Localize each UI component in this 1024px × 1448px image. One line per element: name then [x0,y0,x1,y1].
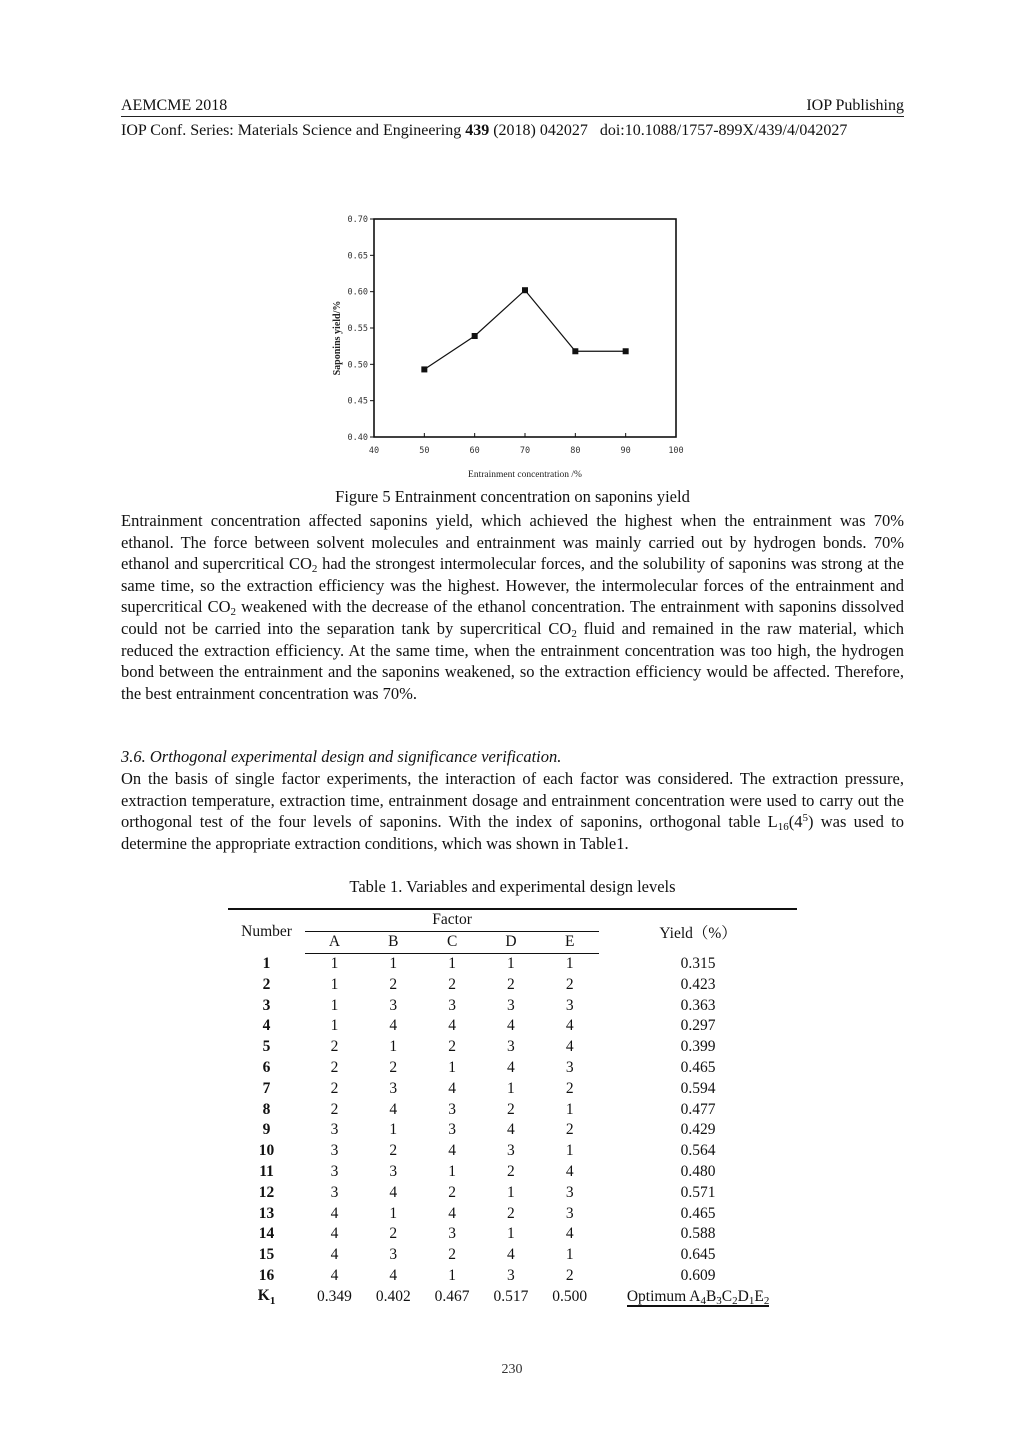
level-cell: 3 [389,1079,398,1097]
level-cell: 1 [507,1183,515,1201]
k1-value: 0.500 [552,1287,588,1305]
level-cell: 1 [565,954,574,972]
level-cell: 2 [389,975,398,993]
level-cell: 1 [389,1038,398,1056]
yield-cell: 0.315 [680,954,716,972]
level-cell: 4 [448,1079,456,1097]
x-tick-label: 70 [519,446,531,456]
level-cell: 2 [330,1038,339,1056]
level-cell: 1 [448,1058,456,1076]
level-cell: 3 [565,1204,574,1222]
k1-value: 0.402 [375,1287,411,1305]
level-cell: 4 [507,1058,515,1076]
level-cell: 4 [448,1142,456,1160]
level-cell: 2 [507,1100,515,1118]
row-number: 1 [262,954,271,972]
level-cell: 4 [389,1183,398,1201]
line-chart [320,208,700,484]
running-header [121,96,904,117]
x-tick-label: 60 [469,446,480,456]
factor-label: C [423,931,482,953]
level-cell: 3 [389,1246,398,1264]
level-cell: 2 [565,1121,574,1139]
data-point [522,287,528,293]
row-number: 12 [258,1183,275,1201]
optimum-cell: Optimum $A_4B_3C_2D_1E_2$ [626,1287,770,1307]
x-tick-label: 80 [570,446,581,456]
yield-cell: 0.465 [680,1058,716,1076]
level-cell: 2 [507,1204,515,1222]
level-cell: 3 [507,1266,515,1284]
level-cell: 1 [565,1100,574,1118]
table-row [228,1037,797,1058]
yield-cell: 0.645 [680,1246,716,1264]
level-cell: 4 [330,1204,339,1222]
y-tick-label: 0.40 [347,433,368,443]
table-row [228,1182,797,1203]
row-number: 7 [262,1079,271,1097]
table-row [228,1266,797,1287]
year-issue: (2018) 042027 [493,122,588,139]
header-number: Number [228,909,305,953]
level-cell: 3 [565,1058,574,1076]
row-number: 3 [262,996,271,1014]
yield-cell: 0.429 [680,1121,716,1139]
level-cell: 3 [448,1225,456,1243]
level-cell: 1 [389,1204,398,1222]
level-cell: 4 [389,1266,398,1284]
level-cell: 2 [389,1225,398,1243]
level-cell: 4 [507,1121,515,1139]
level-cell: 3 [389,1162,398,1180]
level-cell: 1 [448,1162,456,1180]
level-cell: 2 [389,1142,398,1160]
level-cell: 2 [448,1038,456,1056]
level-cell: 1 [389,1121,398,1139]
yield-cell: 0.363 [680,996,716,1014]
level-cell: 2 [565,975,574,993]
level-cell: 1 [330,1017,339,1035]
row-number: 13 [258,1204,275,1222]
header-yield: Yield（%） [599,909,797,953]
table-header-row [228,909,797,931]
data-point [572,348,578,354]
k1-value: 0.349 [317,1287,352,1305]
design-table [228,908,797,1307]
level-cell: 4 [507,1017,515,1035]
level-cell: 4 [389,1017,398,1035]
y-tick-label: 0.70 [347,215,368,225]
level-cell: 1 [507,1225,515,1243]
k1-label: $K_1$ [257,1286,276,1307]
data-point [472,333,478,339]
x-tick-label: 40 [368,446,380,456]
level-cell: 2 [565,1266,574,1284]
plot-frame [374,219,676,437]
yield-cell: 0.588 [680,1225,716,1243]
table-row [228,974,797,995]
body-paragraph-2: On the basis of single factor experiments, the interaction of each factor was considered. The extraction pressure, extraction temperature, extraction time, entrainment dosage and entrainment concentration were used to carry out the orthogonal test of the four levels of saponins. With the index of saponins, orthogonal table $L_{16}(4^5)$ was used to determine the appropriate extraction conditions, which was shown in Table1. [121,769,905,853]
level-cell: 1 [330,954,339,972]
data-point [623,348,629,354]
level-cell: 2 [448,975,456,993]
body-paragraph-1: Entrainment concentration affected saponins yield, which achieved the highest when the entrainment was 70% ethanol. The force between solvent molecules and entrainment was mainly carried out by hydrogen bonds. 70% ethanol and supercritical $CO_2$ had the strongest intermolecular forces, and the solubility of saponins was strong at the same time, so the extraction efficiency was the highest. However, the intermolecular forces of the entrainment and supercritical $CO_2$ weakened with the decrease of the ethanol concentration. The entrainment with saponins dissolved could not be carried into the separation tank by supercritical $CO_2$ fluid and remained in the raw material, which reduced the extraction efficiency. At the same time, when the entrainment concentration was too high, the hydrogen bond between the entrainment and the saponins weakened, so the extraction efficiency would be affected. Therefore, the best entrainment concentration was 70%. [121,511,904,703]
level-cell: 3 [448,1121,456,1139]
yield-cell: 0.297 [680,1017,716,1035]
level-cell: 4 [330,1225,339,1243]
yield-cell: 0.423 [680,975,716,993]
level-cell: 1 [330,996,339,1014]
level-cell: 4 [565,1225,574,1243]
yield-cell: 0.571 [680,1183,716,1201]
level-cell: 4 [330,1266,339,1284]
factor-label: E [540,931,599,953]
page-number: 230 [501,1362,523,1377]
yield-cell: 0.609 [680,1266,716,1284]
level-cell: 3 [330,1183,339,1201]
series-line [424,290,625,369]
level-cell: 4 [565,1017,574,1035]
level-cell: 1 [330,975,339,993]
table-row [228,1120,797,1141]
level-cell: 4 [565,1162,574,1180]
level-cell: 3 [330,1162,339,1180]
factor-label: B [364,931,423,953]
level-cell: 2 [507,1162,515,1180]
level-cell: 1 [389,954,398,972]
x-axis-label: Entrainment concentration /% [468,470,582,480]
level-cell: 3 [565,1183,574,1201]
yield-cell: 0.594 [680,1079,716,1097]
row-number: 11 [259,1162,274,1180]
y-tick-label: 0.65 [347,251,368,262]
level-cell: 4 [448,1017,456,1035]
table-row [228,1016,797,1037]
header-factor: Factor [305,909,599,931]
level-cell: 2 [330,1100,339,1118]
row-number: 6 [262,1058,271,1076]
factor-label: A [305,931,364,953]
level-cell: 3 [565,996,574,1014]
level-cell: 1 [448,954,456,972]
level-cell: 1 [565,1246,574,1264]
x-tick-label: 100 [668,446,684,456]
level-cell: 4 [507,1246,515,1264]
level-cell: 1 [565,1142,574,1160]
doi: doi:10.1088/1757-899X/439/4/042027 [599,122,848,139]
yield-cell: 0.477 [680,1100,716,1118]
table-row [228,953,797,974]
level-cell: 3 [507,1038,515,1056]
table-row [228,1203,797,1224]
level-cell: 4 [565,1038,574,1056]
citation-line [121,121,904,141]
level-cell: 3 [448,996,456,1014]
row-number: 9 [262,1121,271,1139]
table-row [228,1078,797,1099]
table-row [228,1141,797,1162]
section-heading: 3.6. Orthogonal experimental design and significance verification. [121,747,562,766]
y-tick-label: 0.60 [347,287,368,298]
level-cell: 4 [330,1246,339,1264]
level-cell: 1 [507,954,515,972]
publisher-name: IOP Publishing [806,97,904,114]
conference-name: AEMCME 2018 [121,97,228,114]
table-caption: Table 1. Variables and experimental design levels [349,877,676,896]
level-cell: 3 [330,1121,339,1139]
k1-value: 0.517 [493,1287,529,1305]
row-number: 5 [262,1038,271,1056]
y-tick-label: 0.45 [347,396,368,407]
level-cell: 4 [389,1100,398,1118]
table-row [228,1058,797,1079]
y-axis-label: Saponins yield/% [332,300,343,376]
series-name: IOP Conf. Series: Materials Science and Engineering [121,122,462,139]
yield-cell: 0.564 [680,1142,716,1160]
table-row [228,1162,797,1183]
row-number: 14 [258,1225,275,1243]
level-cell: 2 [565,1079,574,1097]
level-cell: 2 [389,1058,398,1076]
factor-label: D [482,931,541,953]
level-cell: 3 [448,1100,456,1118]
k1-value: 0.467 [434,1287,470,1305]
row-number: 2 [262,975,271,993]
level-cell: 3 [507,996,515,1014]
level-cell: 3 [507,1142,515,1160]
volume-number: 439 [465,122,490,139]
table-row [228,995,797,1016]
row-number: 8 [262,1100,271,1118]
y-tick-label: 0.50 [347,360,368,371]
level-cell: 2 [448,1246,456,1264]
row-number: 16 [258,1266,275,1284]
x-tick-label: 50 [419,446,430,456]
level-cell: 1 [507,1079,515,1097]
table-row [228,1224,797,1245]
level-cell: 2 [330,1079,339,1097]
yield-cell: 0.465 [680,1204,716,1222]
level-cell: 2 [448,1183,456,1201]
y-tick-label: 0.55 [347,324,368,334]
yield-cell: 0.399 [680,1038,716,1056]
row-number: 4 [262,1017,271,1035]
x-tick-label: 90 [620,446,631,456]
table-row [228,1099,797,1120]
level-cell: 2 [330,1058,339,1076]
figure-caption: Figure 5 Entrainment concentration on saponins yield [335,487,690,506]
k1-row [228,1286,797,1307]
yield-cell: 0.480 [680,1162,716,1180]
level-cell: 2 [507,975,515,993]
data-point [421,366,427,372]
level-cell: 1 [448,1266,456,1284]
level-cell: 4 [448,1204,456,1222]
row-number: 15 [258,1246,275,1264]
table-row [228,1245,797,1266]
level-cell: 3 [389,996,398,1014]
row-number: 10 [258,1142,275,1160]
level-cell: 3 [330,1142,339,1160]
